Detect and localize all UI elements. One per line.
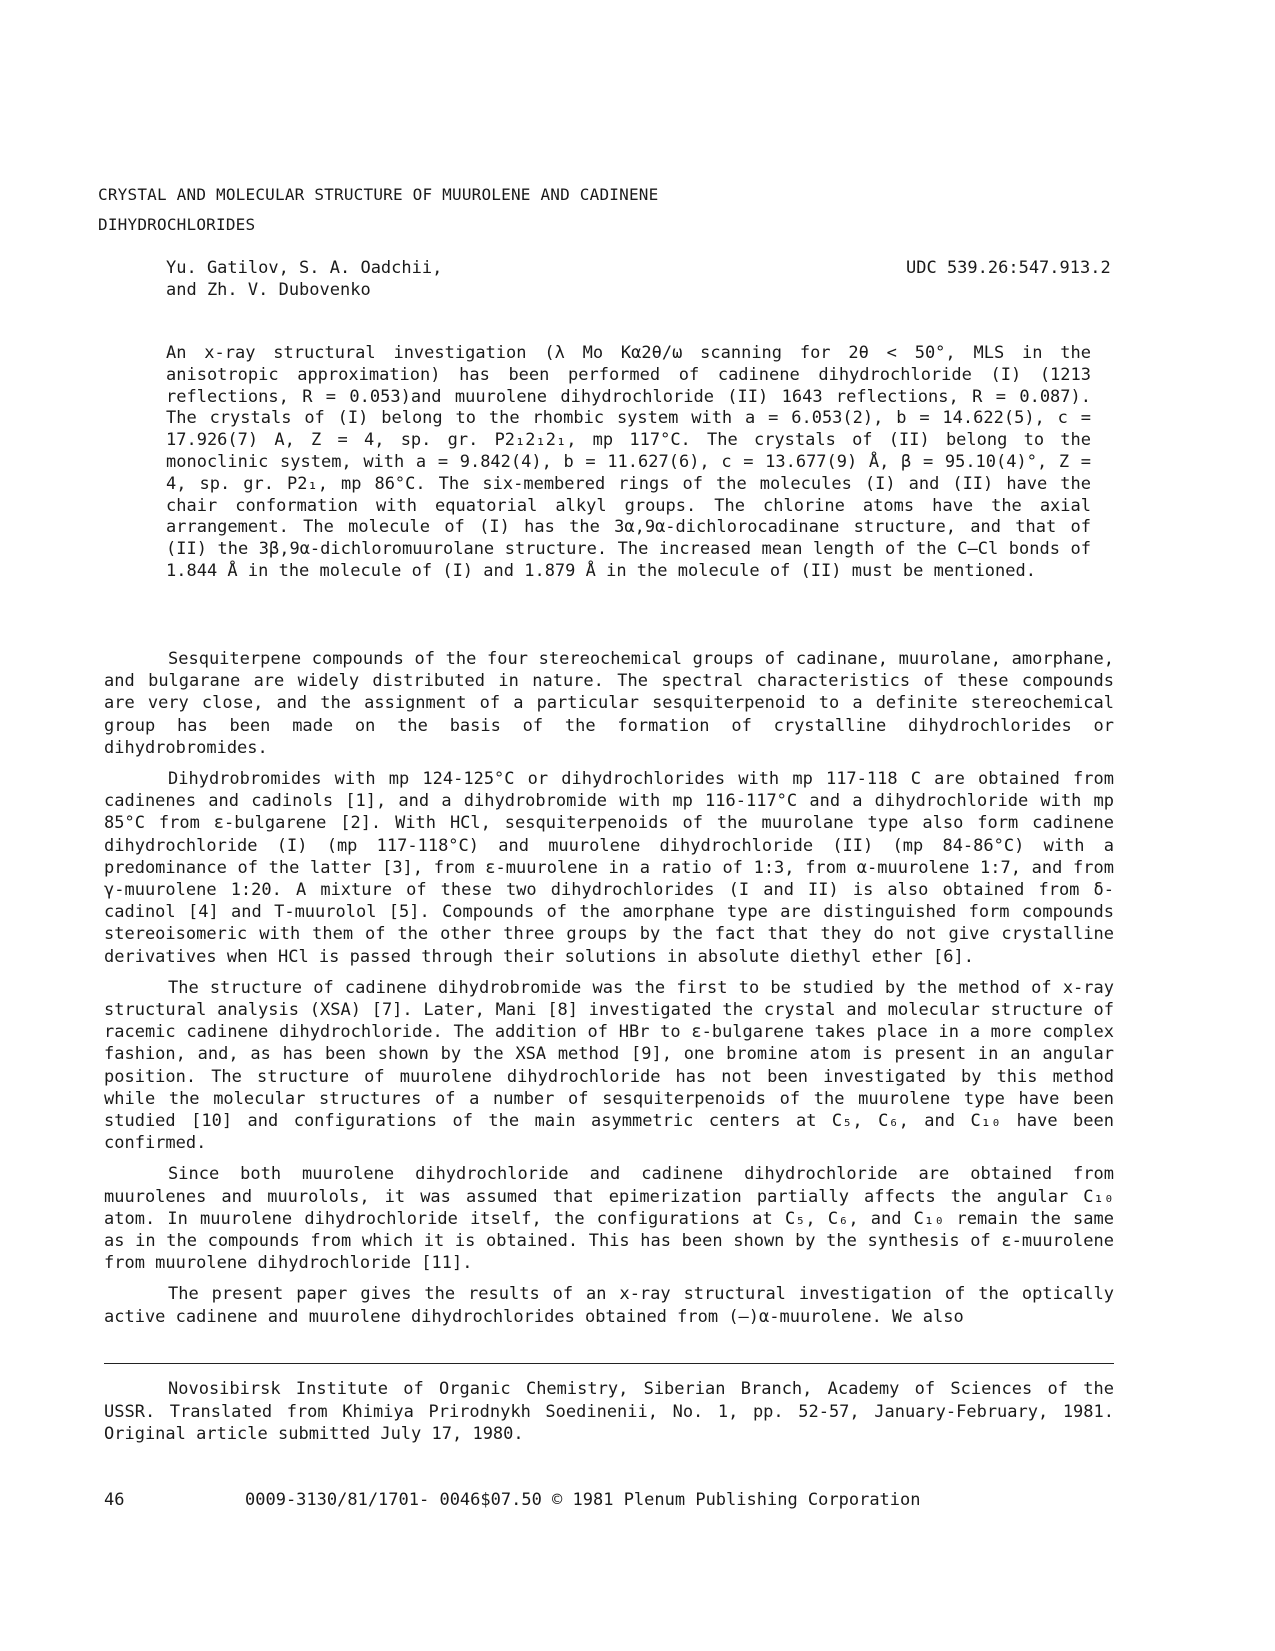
authors-line-2: and Zh. V. Dubovenko — [166, 280, 371, 300]
footnote: Novosibirsk Institute of Organic Chemistry, Siberian Branch, Academy of Sciences of the USSR. Translated from Khimiya Prirodnykh Soedinenii, No. 1, pp. 52-57, January-February, 1981. Original article submitted July 17, 1980. — [104, 1379, 1114, 1444]
title-line-2: DIHYDROCHLORIDES — [98, 215, 256, 234]
catalog-line: 0009-3130/81/1701- 0046$07.50 © 1981 Plenum Publishing Corporation — [245, 1490, 921, 1510]
footnote-divider — [104, 1363, 1114, 1364]
authors — [166, 257, 442, 301]
abstract: An x-ray structural investigation (λ Mo Kα2θ/ω scanning for 2θ < 50°, MLS in the anisotropic approximation) has been performed of cadinene dihydrochloride (I) (1213 reflections, R = 0.053)and muurolene dihydrochloride (II) 1643 reflections, R = 0.087). The crystals of (I) belong to the rhombic system with a = 6.053(2), b = 14.622(5), c = 17.926(7) A, Z = 4, sp. gr. P2₁2₁2₁, mp 117°C. The crystals of (II) belong to the monoclinic system, with a = 9.842(4), b = 11.627(6), c = 13.677(9) Å, β = 95.10(4)°, Z = 4, sp. gr. P2₁, mp 86°C. The six-membered rings of the molecules (I) and (II) have the chair conformation with equatorial alkyl groups. The chlorine atoms have the axial arrangement. The molecule of (I) has the 3α,9α-dichlorocadinane structure, and that of (II) the 3β,9α-dichloromuurolane structure. The increased mean length of the C—Cl bonds of 1.844 Å in the molecule of (I) and 1.879 Å in the molecule of (II) must be mentioned. — [166, 343, 1091, 581]
udc-code: UDC 539.26:547.913.2 — [906, 258, 1111, 278]
paragraph: Dihydrobromides with mp 124-125°C or dihydrochlorides with mp 117-118 C are obtained from cadinenes and cadinols [1], and a dihydrobromide with mp 116-117°C and a dihydrochloride with mp 85°C from ε-bulgarene [2]. With HCl, sesquiterpenoids of the muurolane type also form cadinene dihydrochloride (I) (mp 117-118°C) and muurolene dihydrochloride (II) (mp 84-86°C) with a predominance of the latter [3], from ε-muurolene in a ratio of 1:3, from α-muurolene 1:7, and from γ-muurolene 1:20. A mixture of these two dihydrochlorides (I and II) is also obtained from δ-cadinol [4] and T-muurolol [5]. Compounds of the amorphane type are distinguished form compounds stereoisomeric with them of the other three groups by the fact that they do not give crystalline derivatives when HCl is passed through their solutions in absolute diethyl ether [6]. — [104, 769, 1114, 967]
paragraph: The structure of cadinene dihydrobromide was the first to be studied by the method of x-ray structural analysis (XSA) [7]. Later, Mani [8] investigated the crystal and molecular structure of racemic cadinene dihydrochloride. The addition of HBr to ε-bulgarene takes place in a more complex fashion, and, as has been shown by the XSA method [9], one bromine atom is present in an angular position. The structure of muurolene dihydrochloride has not been investigated by this method while the molecular structures of a number of sesquiterpenoids of the muurolene type have been studied [10] and configurations of the main asymmetric centers at C₅, C₆, and C₁₀ have been confirmed. — [104, 977, 1114, 1154]
body-text — [104, 648, 1114, 1337]
title-line-1: CRYSTAL AND MOLECULAR STRUCTURE OF MUUROLENE AND CADINENE — [98, 185, 659, 204]
paragraph: The present paper gives the results of an x-ray structural investigation of the optically active cadinene and muurolene dihydrochlorides obtained from (—)α-muurolene. We also — [104, 1284, 1114, 1327]
authors-line-1: Yu. Gatilov, S. A. Oadchii, — [166, 258, 443, 278]
article-title — [98, 180, 658, 240]
page-number: 46 — [104, 1490, 125, 1510]
paragraph: Since both muurolene dihydrochloride and cadinene dihydrochloride are obtained from muurolenes and muurolols, it was assumed that epimerization partially affects the angular C₁₀ atom. In muurolene dihydrochloride itself, the configurations at C₅, C₆, and C₁₀ remain the same as in the compounds from which it is obtained. This has been shown by the synthesis of ε-muurolene from muurolene dihydrochloride [11]. — [104, 1164, 1114, 1274]
paragraph: Sesquiterpene compounds of the four stereochemical groups of cadinane, muurolane, amorphane, and bulgarane are widely distributed in nature. The spectral characteristics of these compounds are very close, and the assignment of a particular sesquiterpenoid to a definite stereochemical group has been made on the basis of the formation of crystalline dihydrochlorides or dihydrobromides. — [104, 649, 1114, 758]
